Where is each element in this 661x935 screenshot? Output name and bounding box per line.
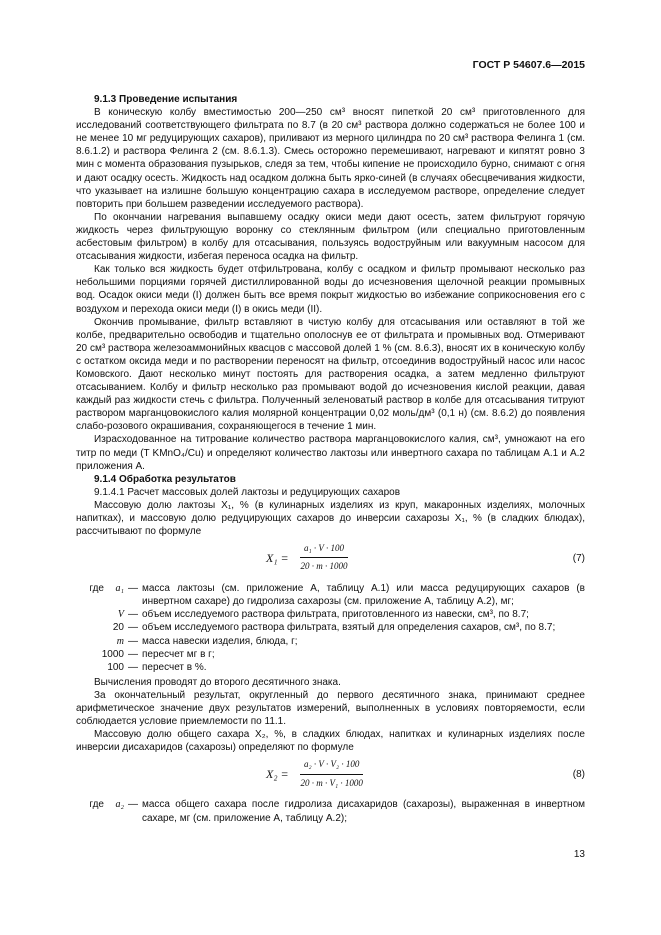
standard-header: ГОСТ Р 54607.6—2015 <box>472 59 585 71</box>
variable-definitions-7 <box>76 582 585 674</box>
definition-text: пересчет в %. <box>142 661 207 673</box>
formula-8 <box>76 758 585 794</box>
definition-lead: где <box>89 583 104 595</box>
paragraph: Вычисления проводят до второго десятичного знака. <box>94 676 341 688</box>
formula-7 <box>76 542 585 578</box>
section-heading-913: 9.1.3 Проведение испытания <box>94 94 238 105</box>
definition-lead <box>76 608 104 621</box>
definition-lead: где <box>89 799 104 811</box>
formula-fraction <box>300 758 363 789</box>
definition-symbol: a₁ <box>115 583 124 595</box>
paragraph: По окончании нагревания выпавшему осадку окиси меди дают осесть, затем фильтруют горячую жидкость через фильтрующую воронку со стеклянным фильтром (или специально приготовленным асбестовым фильтром) в колбу для отсасывания, пользуясь водоструйным или вакуумным насосом для отсасывания жидкости, избегая переноса осадка на фильтр. <box>76 211 585 263</box>
definition-dash: — <box>128 799 138 811</box>
paragraph: За окончательный результат, округленный до первого десятичного знака, принимают среднее арифметическое значение двух результатов измерений, выполненных в условиях повторяемости, если соблюдается условие приемлемости по 11.1. <box>76 689 585 728</box>
definition-text: масса общего сахара после гидролиза дисахаридов (сахарозы), выраженная в инвертном сахаре, мг (см. приложение А, таблицу А.2); <box>142 799 585 824</box>
formula-lhs: X₂ = <box>266 767 289 782</box>
paragraph: Окончив промывание, фильтр вставляют в чистую колбу для отсасывания или оставляют в той же колбе, предварительно освободив и тщательно ополоснув ее от фильтрата и промывных вод. Отмеривают 20 см³ раствора железоаммонийных квасцов с массовой долей 1 % (см. 8.6.3), вносят их в коническую колбу с остатком оксида меди и по растворении переносят на фильтр, отсоединив водоструйный насос или насос Комовского. Дают несколько минут постоять для растворения осадка, а затем медленно фильтруют отсасыванием. Колбу и фильтр несколько раз промывают водой до исчезновения кислой реакции, давая каждый раз жидкости стечь с фильтра. Полученный зеленоватый раствор в колбе для отсасывания титруют раствором марганцовокислого калия молярной концентрации 0,02 моль/дм³ (0,1 н) (см. 8.6.2) до появления слабо-розового окрашивания, сохраняющегося в течение 1 мин. <box>76 316 585 433</box>
definition-text: масса навески изделия, блюда, г; <box>142 635 298 647</box>
document-body <box>76 93 585 827</box>
definition-dash: — <box>128 661 138 673</box>
section-heading-914: 9.1.4 Обработка результатов <box>94 473 236 485</box>
definition-row <box>76 648 585 661</box>
definition-dash: — <box>128 609 138 621</box>
formula-numerator: a₁ · V · 100 <box>300 542 348 558</box>
definition-dash: — <box>128 583 138 595</box>
definition-symbol: 1000 <box>101 648 124 660</box>
formula-number: (7) <box>572 553 585 565</box>
formula-denominator: 20 · m · V₁ · 1000 <box>300 777 363 788</box>
formula-fraction <box>300 542 348 573</box>
paragraph: В коническую колбу вместимостью 200—250 см³ вносят пипеткой 20 см³ приготовленного для исследований соответствующего фильтрата по 8.7 (в 20 см³ раствора должно содержаться не более 100 и не менее 10 мг редуцирующих сахаров), приливают из мерного цилиндра по 20 см³ раствора Фелинга 1 (см. 8.6.1.2) и раствора Фелинга 2 (см. 8.6.1.3). Смесь осторожно перемешивают, нагревают и кипятят ровно 3 мин с момента образования пузырьков, следя за тем, чтобы кипение не происходило бурно, снимают с огня и дают осадку осесть. Жидкость над осадком должна быть ярко-синей (в случаях обесцвечивания жидкости, что указывает на излишне большую концентрацию сахара в исследуемом растворе, определение следует повторить при большем разведении исследуемого раствора). <box>76 107 585 210</box>
definition-text: объем исследуемого раствора фильтрата, взятый для определения сахаров, см³, по 8.7; <box>142 622 556 634</box>
formula-lhs: X₁ = <box>266 551 289 566</box>
formula-numerator: a₂ · V · V₂ · 100 <box>300 758 363 774</box>
page-number: 13 <box>573 849 585 860</box>
definition-text: пересчет мг в г; <box>142 648 215 660</box>
definition-row <box>76 661 585 674</box>
definition-symbol: 100 <box>107 661 124 673</box>
definition-text: масса лактозы (см. приложение А, таблицу А.1) или масса редуцирующих сахаров (в инвертном сахаре) до гидролиза сахарозы (см. приложение А, таблицу А.2), мг; <box>142 583 585 608</box>
definition-lead <box>76 635 104 648</box>
definition-symbol: m <box>116 635 124 647</box>
formula-denominator: 20 · m · 1000 <box>300 561 348 572</box>
paragraph: Израсходованное на титрование количество раствора марганцовокислого калия, см³, умножают на его титр по меди (T KMnO₄/Cu) и определяют количество лактозы или инвертного сахара по таблицам А.1 и А.2 приложения А. <box>76 434 585 472</box>
variable-definitions-8 <box>76 798 585 824</box>
definition-dash: — <box>128 622 138 634</box>
definition-symbol: V <box>117 609 124 621</box>
formula-number: (8) <box>572 769 585 781</box>
definition-row <box>76 635 585 648</box>
paragraph: Массовую долю общего сахара X₂, %, в сладких блюдах, напитках и кулинарных изделиях после инверсии дисахаридов (сахарозы) определяют по формуле <box>76 729 585 754</box>
definition-dash: — <box>128 648 138 660</box>
definition-row <box>76 608 585 621</box>
subsection-heading-9141: 9.1.4.1 Расчет массовых долей лактозы и редуцирующих сахаров <box>94 486 401 498</box>
definition-text: объем исследуемого раствора фильтрата, приготовленного из навески, см³, по 8.7; <box>142 609 529 621</box>
definition-dash: — <box>128 635 138 647</box>
paragraph: Как только вся жидкость будет отфильтрована, колбу с осадком и фильтр промывают несколько раз небольшими порциями горячей дистиллированной воды до исчезновения щелочной реакции промывных вод. Осадок окиси меди (I) должен быть все время покрыт жидкостью во избежание соприкосновения его с воздухом и перехода окиси меди (I) в окись меди (II). <box>76 264 585 315</box>
definition-row <box>76 798 585 824</box>
definition-row <box>76 582 585 608</box>
definition-symbol: 20 <box>112 622 124 634</box>
definition-row <box>76 621 585 634</box>
paragraph: Массовую долю лактозы X₁, % (в кулинарных изделиях из круп, макаронных изделиях, молочных напитках), и массовую долю редуцирующих сахаров до инверсии сахарозы X₁, % (в сладких блюдах), рассчитывают по формуле <box>76 499 585 538</box>
definition-symbol: a₂ <box>115 799 124 811</box>
